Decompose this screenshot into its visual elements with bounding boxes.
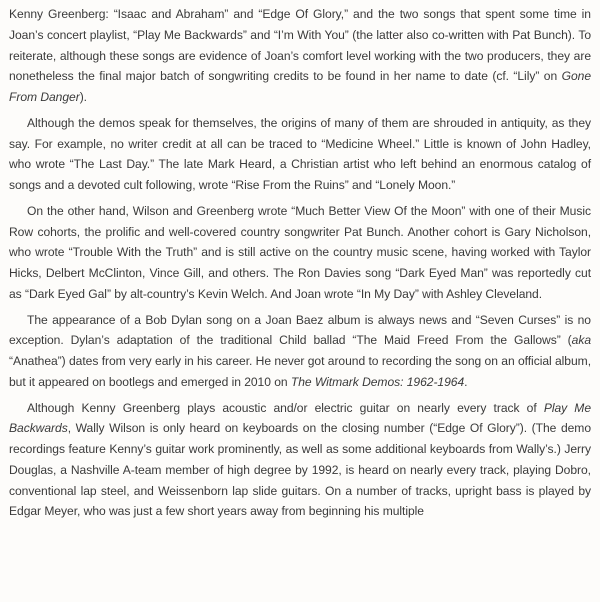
paragraph-5-text-a: Although Kenny Greenberg plays acoustic and/or electric guitar on nearly every track of xyxy=(27,400,544,415)
paragraph-5-text-b: , Wally Wilson is only heard on keyboards on the closing number (“Edge Of Glory”). (The demo recordings feature Kenny’s guitar work prominently, as well as some additional keyboards from Wally’s.) Jerry Douglas, a Nashville A-team member of high degree by 1992, is heard on nearly every track, playing Dobro, conventional lap steel, and Weissenborn lap slide guitars. On a number of tracks, upright bass is played by Edgar Meyer, who was just a few short years away from beginning his multiple xyxy=(9,421,591,519)
album-title-play-me-backwards: Play Me Backwards xyxy=(9,400,591,436)
paragraph-1-text-a: Kenny Greenberg: “Isaac and Abraham” and “Edge Of Glory,” and the two songs that spent some time in Joan’s concert playlist, “Play Me Backwards” and “I’m With You” (the latter also co-written with Pat Bunch). To reiterate, although these songs are evidence of Joan’s comfort level working with the two producers, they are nonetheless the final major batch of songwriting credits to be found in her name to date (cf. “Lily” on xyxy=(9,7,591,84)
document-page xyxy=(9,4,591,527)
paragraph-1 xyxy=(9,4,591,108)
paragraph-2-text: Although the demos speak for themselves, the origins of many of them are shrouded in antiquity, as they say. For example, no writer credit at all can be traced to “Medicine Wheel.” Little is known of John Hadley, who wrote “The Last Day.” The late Mark Heard, a Christian artist who left behind an enormous catalog of songs and a devoted cult following, wrote “Rise From the Ruins” and “Lonely Moon.” xyxy=(9,115,591,192)
paragraph-3 xyxy=(9,201,591,305)
paragraph-2 xyxy=(9,113,591,196)
paragraph-3-text: On the other hand, Wilson and Greenberg wrote “Much Better View Of the Moon” with one of their Music Row cohorts, the prolific and well-covered country songwriter Pat Bunch. Another cohort is Gary Nicholson, who wrote “Trouble With the Truth” and is still active on the country music scene, having worked with Taylor Hicks, Delbert McClinton, Vince Gill, and others. The Ron Davies song “Dark Eyed Man” was reportedly cut as “Dark Eyed Gal” by alt-country’s Kevin Welch. And Joan wrote “In My Day” with Ashley Cleveland. xyxy=(9,203,591,301)
paragraph-4-text-c: . xyxy=(464,374,468,389)
aka-italic: aka xyxy=(571,333,591,348)
paragraph-1-text-b: ). xyxy=(79,90,87,104)
paragraph-4-text-a: The appearance of a Bob Dylan song on a Joan Baez album is always news and “Seven Curses” is no exception. Dylan’s adaptation of the traditional Child ballad “The Maid Freed From the Gallows” ( xyxy=(9,312,591,348)
album-title-witmark-demos: The Witmark Demos: 1962-1964 xyxy=(290,374,465,389)
paragraph-4-text-b: “Anathea”) dates from very early in his career. He never got around to recording the song on an official album, but it appeared on bootlegs and emerged in 2010 on xyxy=(9,354,591,389)
paragraph-5 xyxy=(9,398,591,523)
album-title-gone-from-danger: Gone From Danger xyxy=(9,69,591,104)
paragraph-4 xyxy=(9,310,591,393)
